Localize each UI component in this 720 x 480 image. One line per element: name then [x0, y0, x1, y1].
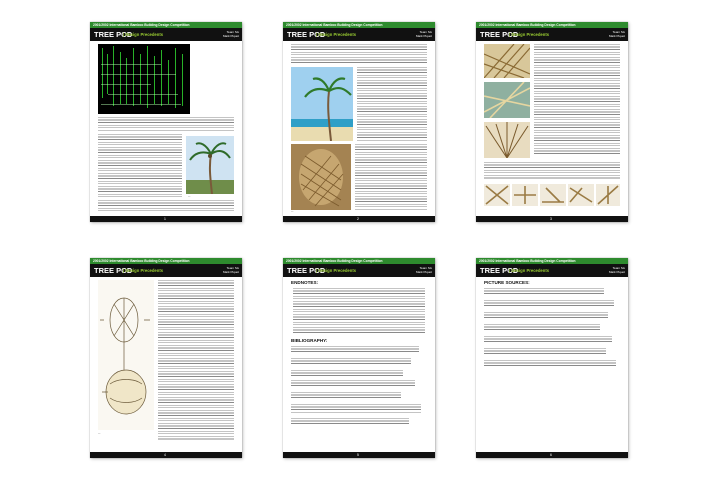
page-number: 6: [550, 453, 552, 457]
bibliography-heading: BIBLIOGRAPHY:: [291, 338, 328, 343]
document-page-4: [90, 258, 242, 458]
page-number: 3: [550, 217, 552, 221]
picture-sources-list: [484, 324, 600, 332]
body-text: [291, 44, 427, 64]
bibliography-list: [291, 418, 409, 426]
bamboo-joint-detail-5: [596, 184, 620, 206]
brand-title: TREE POD: [287, 30, 326, 39]
brand-title: TREE POD: [94, 30, 133, 39]
section-title: | Design Precedents: [123, 268, 164, 273]
page-header: [283, 28, 435, 41]
bamboo-joint-detail-2: [512, 184, 538, 206]
bamboo-joint-detail-3: [540, 184, 566, 206]
page-header: [283, 264, 435, 277]
team-meta: Team Six Mark Piquot: [222, 30, 239, 38]
page-footer: [476, 452, 628, 458]
picture-sources-list: [484, 300, 614, 308]
brand-title: TREE POD: [480, 266, 519, 275]
body-text: [98, 200, 234, 212]
palm-tree-image: [186, 136, 234, 194]
brand-title: TREE POD: [287, 266, 326, 275]
seed-pod-drawing: [98, 280, 154, 430]
page-header: [90, 28, 242, 41]
section-title: | Design Precedents: [123, 32, 164, 37]
page-footer: [90, 216, 242, 222]
body-text: [355, 144, 427, 210]
page-number: 5: [357, 453, 359, 457]
picture-sources-list: [484, 336, 612, 344]
document-page-1: [90, 22, 242, 222]
team-meta: Team Six Mark Piquot: [415, 266, 432, 274]
palm-tree-graphic: [186, 136, 234, 194]
picture-sources-list: [484, 360, 616, 368]
document-page-6: [476, 258, 628, 458]
picture-sources-list: [484, 288, 604, 296]
bamboo-joint-graphic: [484, 82, 530, 118]
beach-palm-graphic: [291, 67, 353, 141]
bibliography-list: [291, 346, 419, 354]
competition-title: 2001/2002 International Bamboo Building Design Competition: [93, 23, 190, 27]
bibliography-list: [291, 370, 403, 376]
body-text: [98, 117, 234, 131]
page-header: [90, 264, 242, 277]
endnotes-heading: ENDNOTES:: [291, 280, 319, 285]
beach-palm-image: [291, 67, 353, 141]
image-caption: —: [188, 195, 191, 198]
section-title: | Design Precedents: [509, 32, 550, 37]
competition-title: 2001/2002 International Bamboo Building Design Competition: [479, 259, 576, 263]
joint-detail-graphic: [596, 184, 620, 206]
picture-sources-heading: PICTURE SOURCES:: [484, 280, 530, 285]
competition-title: 2001/2002 International Bamboo Building Design Competition: [286, 259, 383, 263]
picture-sources-list: [484, 312, 608, 320]
page-footer: [476, 216, 628, 222]
page-footer: [90, 452, 242, 458]
body-text: [158, 280, 234, 440]
joint-detail-graphic: [484, 184, 510, 206]
bamboo-structure-graphic: [484, 44, 530, 78]
body-text: [534, 44, 620, 154]
body-text: [484, 162, 620, 180]
bamboo-structure-image: [484, 44, 530, 78]
page-number: 4: [164, 453, 166, 457]
competition-title: 2001/2002 International Bamboo Building Design Competition: [286, 23, 383, 27]
section-title: | Design Precedents: [509, 268, 550, 273]
bamboo-fan-image: [484, 122, 530, 158]
page-header: [476, 28, 628, 41]
bamboo-joint-detail-1: [484, 184, 510, 206]
document-page-3: [476, 22, 628, 222]
competition-title: 2001/2002 International Bamboo Building Design Competition: [93, 259, 190, 263]
brand-title: TREE POD: [480, 30, 519, 39]
image-caption: —: [291, 210, 294, 213]
bibliography-list: [291, 392, 401, 400]
team-meta: Team Six Mark Piquot: [415, 30, 432, 38]
bibliography-list: [291, 380, 415, 388]
endnotes-list: [293, 288, 425, 334]
seed-pod-graphic: [98, 280, 154, 430]
picture-sources-list: [484, 348, 606, 356]
bamboo-fan-graphic: [484, 122, 530, 158]
team-meta: Team Six Mark Piquot: [608, 30, 625, 38]
joint-detail-graphic: [568, 184, 594, 206]
section-title: | Design Precedents: [316, 268, 357, 273]
team-meta: Team Six Mark Piquot: [608, 266, 625, 274]
document-page-5: [283, 258, 435, 458]
joint-detail-graphic: [540, 184, 566, 206]
image-caption: —: [98, 432, 101, 435]
bibliography-list: [291, 404, 421, 414]
page-header: [476, 264, 628, 277]
bamboo-joint-detail-4: [568, 184, 594, 206]
body-text: [98, 134, 182, 198]
matrix-code-image: [98, 44, 190, 114]
joint-detail-graphic: [512, 184, 538, 206]
page-number: 2: [357, 217, 359, 221]
bibliography-list: [291, 358, 411, 366]
section-title: | Design Precedents: [316, 32, 357, 37]
woven-nest-graphic: [291, 144, 351, 210]
matrix-code-graphic: [98, 44, 190, 114]
page-footer: [283, 452, 435, 458]
competition-title: 2001/2002 International Bamboo Building Design Competition: [479, 23, 576, 27]
team-meta: Team Six Mark Piquot: [222, 266, 239, 274]
page-footer: [283, 216, 435, 222]
body-text: [357, 67, 427, 141]
bamboo-joint-image: [484, 82, 530, 118]
brand-title: TREE POD: [94, 266, 133, 275]
page-number: 1: [164, 217, 166, 221]
woven-nest-image: [291, 144, 351, 210]
document-page-2: [283, 22, 435, 222]
